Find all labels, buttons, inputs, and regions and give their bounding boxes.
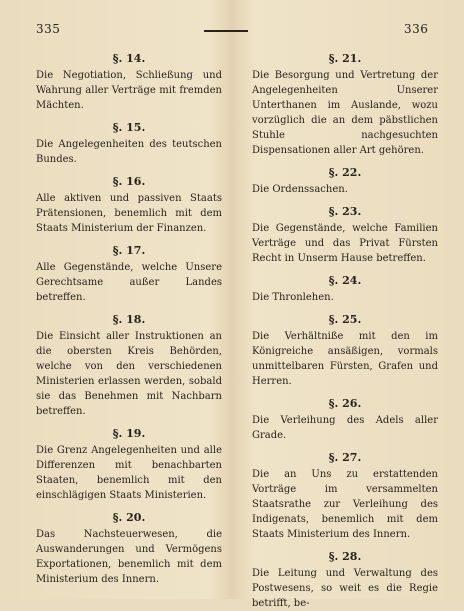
section: [36, 313, 222, 419]
section-heading: §. 17.: [112, 244, 146, 257]
section-heading: §. 27.: [328, 451, 362, 464]
section-text: Die Besorgung und Vertretung der Angelegenheiten Unserer Unterthanen im Auslande, wozu vorzüglich die an dem päbstlichen Stuhle nachgesuchten Dispensationen aller Art gehören.: [252, 70, 438, 156]
section-heading: §. 28.: [328, 550, 362, 563]
section: [252, 166, 438, 197]
section: [252, 550, 438, 611]
section: [36, 52, 222, 113]
section-text: Alle Gegenstände, welche Unsere Gerechtsame außer Landes betreffen.: [36, 262, 222, 303]
section-heading: §. 15.: [112, 121, 146, 134]
section-text: Die an Uns zu erstattenden Vorträge im versammelten Staatsrathe zur Verleihung des Indigenats, benemlich mit dem Staats Ministerium des Innern.: [252, 469, 438, 540]
section: [252, 397, 438, 443]
section: [252, 205, 438, 266]
section-text: Die Gegenstände, welche Familien Verträge und das Privat Fürsten Recht in Unserm Hause betreffen.: [252, 223, 438, 264]
section-text: Die Thronlehen.: [252, 292, 334, 303]
section-heading: §. 20.: [112, 511, 146, 524]
section-text: Die Ordenssachen.: [252, 184, 348, 195]
section: [36, 121, 222, 167]
section-heading: §. 14.: [112, 52, 146, 65]
section-heading: §. 26.: [328, 397, 362, 410]
section-text: Alle aktiven und passiven Staats Prätensionen, benemlich mit dem Staats Ministerium der Finanzen.: [36, 193, 222, 234]
section-text: Die Verleihung des Adels aller Grade.: [252, 415, 438, 441]
section-heading: §. 24.: [328, 274, 362, 287]
section-heading: §. 25.: [328, 313, 362, 326]
section-heading: §. 18.: [112, 313, 146, 326]
section-heading: §. 19.: [112, 427, 146, 440]
section-heading: §. 22.: [328, 166, 362, 179]
section-text: Die Grenz Angelegenheiten und alle Differenzen mit benachbarten Staaten, benemlich mit den einschlägigen Staats Ministerien.: [36, 445, 222, 501]
section-text: Das Nachsteuerwesen, die Auswanderungen und Vermögens Exportationen, benemlich mit dem Ministerium des Innern.: [36, 529, 222, 585]
page-number-left: 335: [36, 22, 61, 36]
section-text: Die Angelegenheiten des teutschen Bundes.: [36, 139, 222, 165]
page-number-right: 336: [404, 22, 429, 36]
section: [36, 175, 222, 236]
section: [36, 244, 222, 305]
section-heading: §. 21.: [328, 52, 362, 65]
section: [36, 511, 222, 587]
section: [252, 451, 438, 542]
section-heading: §. 16.: [112, 175, 146, 188]
section: [252, 274, 438, 305]
section-text: Die Verhältniße mit den im Königreiche ansäßigen, vormals unmittelbaren Fürsten, Grafen und Herren.: [252, 331, 438, 387]
left-column: [36, 44, 222, 587]
section: [36, 427, 222, 503]
section: [252, 52, 438, 158]
section-text: Die Leitung und Verwaltung des Postwesens, so weit es die Regie betrifft, be-: [252, 568, 438, 609]
section-text: Die Einsicht aller Instruktionen an die obersten Kreis Behörden, welche von den verschiedenen Ministerien erlassen werden, sobald sie das Benehmen mit Nachbarn betreffen.: [36, 331, 222, 417]
section: [252, 313, 438, 389]
header-rule: [204, 30, 248, 32]
section-heading: §. 23.: [328, 205, 362, 218]
section-text: Die Negotiation, Schließung und Wahrung aller Verträge mit fremden Mächten.: [36, 70, 222, 111]
right-column: [252, 44, 438, 611]
